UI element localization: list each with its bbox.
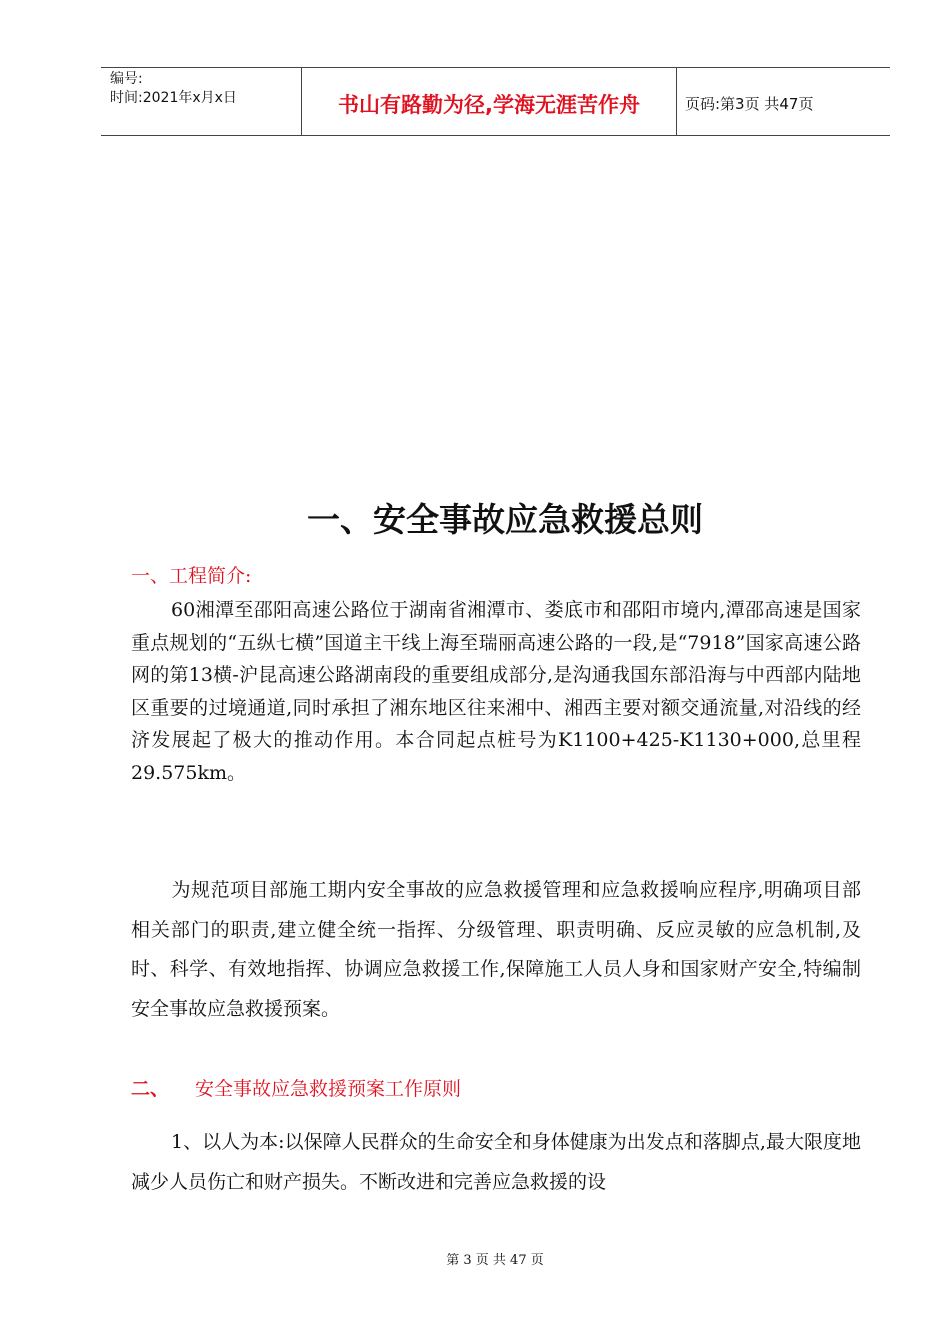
paragraph-text: 为规范项目部施工期内安全事故的应急救援管理和应急救援响应程序,明确项目部相关部门的职责,建立健全统一指挥、分级管理、职责明确、反应灵敏的应急机制,及时、科学、有效地指挥、协调应急救援工作,保障施工人员人身和国家财产安全,特编制安全事故应急救援预案。 (131, 879, 861, 1020)
header-meta (110, 70, 300, 107)
section-heading (131, 1074, 461, 1101)
section-number: 二、 (131, 1078, 170, 1100)
section-heading: 一、工程简介: (131, 565, 252, 587)
header-motto: 书山有路勤为径,学海无涯苦作舟 (338, 93, 640, 117)
paragraph (131, 871, 861, 1029)
header-divider (676, 67, 677, 136)
section-heading-text: 安全事故应急救援预案工作原则 (195, 1078, 462, 1100)
paragraph-text: 1、以人为本:以保障人民群众的生命安全和身体健康为出发点和落脚点,最大限度地减少人员伤亡和财产损失。不断改进和完善应急救援的设 (131, 1131, 861, 1193)
paragraph (131, 1123, 861, 1202)
paragraph-text: 60湘潭至邵阳高速公路位于湖南省湘潭市、娄底市和邵阳市境内,潭邵高速是国家重点规划的“五纵七横”国道主干线上海至瑞丽高速公路的一段,是“7918”国家高速公路网的第13横-沪昆高速公路湖南段的重要组成部分,是沟通我国东部沿海与中西部内陆地区重要的过境通道,同时承担了湘东地区往来湘中、湘西主要对额交通流量,对沿线的经济发展起了极大的推动作用。本合同起点桩号为K1100+425-K1130+000,总里程29.575km。 (131, 599, 861, 784)
header-top-rule (101, 67, 890, 68)
page-footer: 第 3 页 共 47 页 (446, 1253, 544, 1268)
page-title: 一、安全事故应急救援总则 (307, 500, 703, 539)
header-bottom-rule (101, 135, 890, 136)
header-page-info: 页码:第3页 共47页 (685, 95, 814, 113)
document-time: 时间:2021年x月x日 (110, 90, 237, 106)
document-number-label: 编号: (110, 71, 143, 87)
paragraph (131, 594, 861, 789)
